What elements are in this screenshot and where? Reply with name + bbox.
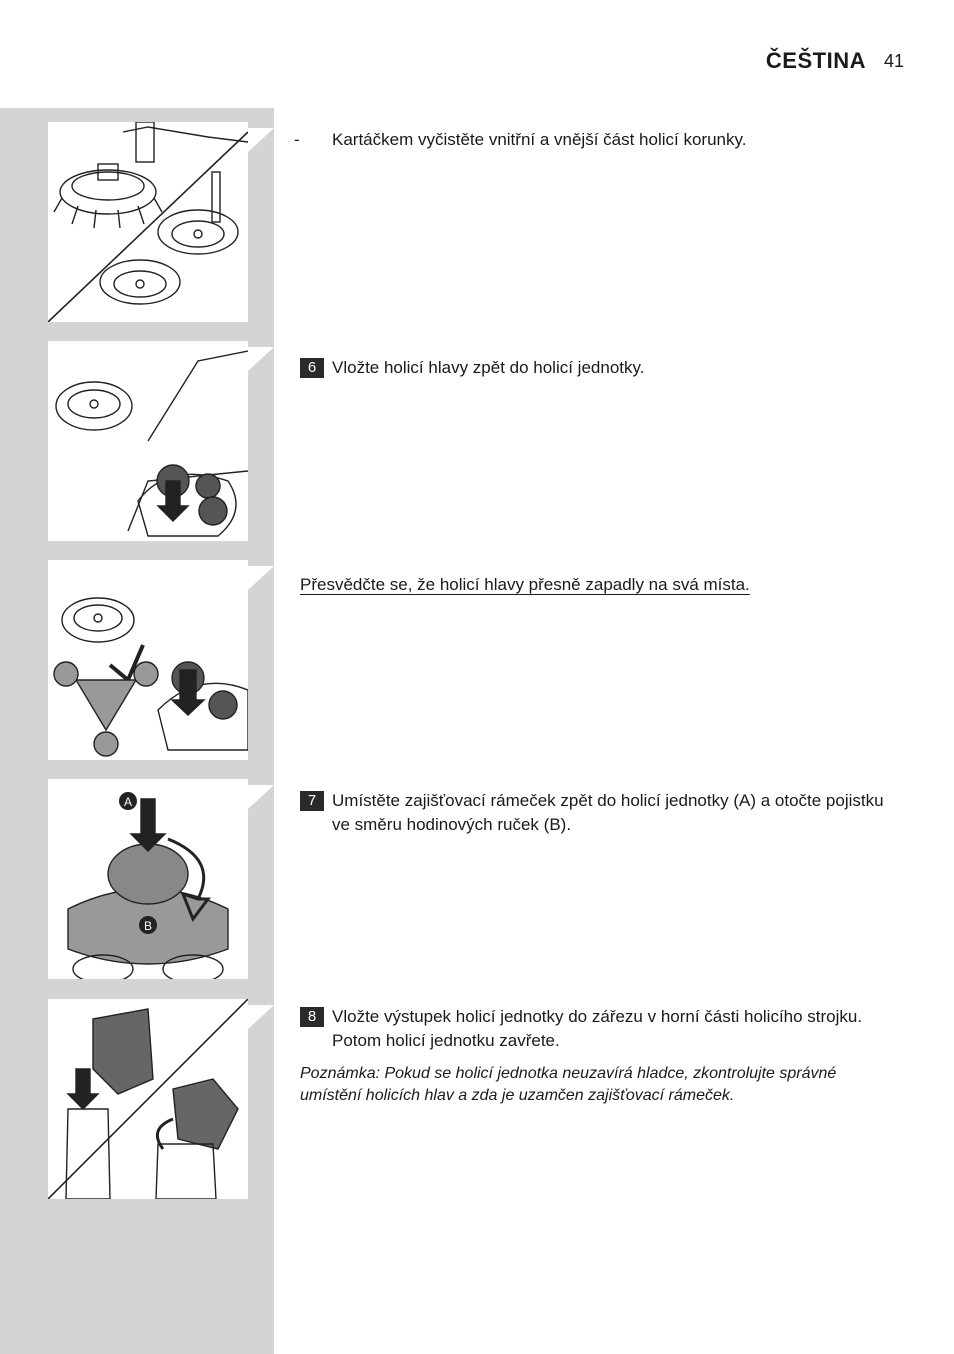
language-title: ČEŠTINA — [765, 48, 866, 73]
step-8-text: Vložte výstupek holicí jednotky do zářezu v horní části holicího strojku. Potom holicí jednotku zavřete. — [332, 1007, 863, 1050]
figure-notch — [248, 785, 274, 809]
step-number-badge: 8 — [300, 1007, 324, 1027]
figure-label-a: A — [123, 795, 133, 809]
figure-heads-in-place — [48, 560, 248, 760]
figure-notch — [248, 347, 274, 371]
page-number: 41 — [883, 50, 904, 71]
figure-insert-heads — [48, 341, 248, 541]
step-number-badge: 6 — [300, 358, 324, 378]
page-header — [766, 44, 904, 78]
figure-brush-cleaning — [48, 122, 248, 322]
step-7-text: Umístěte zajišťovací rámeček zpět do holicí jednotky (A) a otočte pojistku ve směru hodinových ruček (B). — [332, 791, 884, 834]
instruction-heads-in-place: Přesvědčte se, že holicí hlavy přesně zapadly na svá místa. — [300, 575, 750, 594]
figure-retaining-frame — [48, 779, 248, 979]
figure-close-unit — [48, 999, 248, 1199]
figure-notch — [248, 1005, 274, 1029]
figure-label-b: B — [143, 919, 153, 933]
bullet-dash: - — [294, 130, 300, 149]
figure-notch — [248, 566, 274, 590]
instruction-brush-clean: Kartáčkem vyčistěte vnitřní a vnější část holicí korunky. — [332, 130, 747, 149]
step-6-text: Vložte holicí hlavy zpět do holicí jednotky. — [332, 358, 645, 377]
note-text: Poznámka: Pokud se holicí jednotka neuzavírá hladce, zkontrolujte správné umístění holicích hlav a zda je uzamčen zajišťovací rámeček. — [300, 1065, 837, 1104]
step-number-badge: 7 — [300, 791, 324, 811]
figure-notch — [248, 128, 274, 152]
